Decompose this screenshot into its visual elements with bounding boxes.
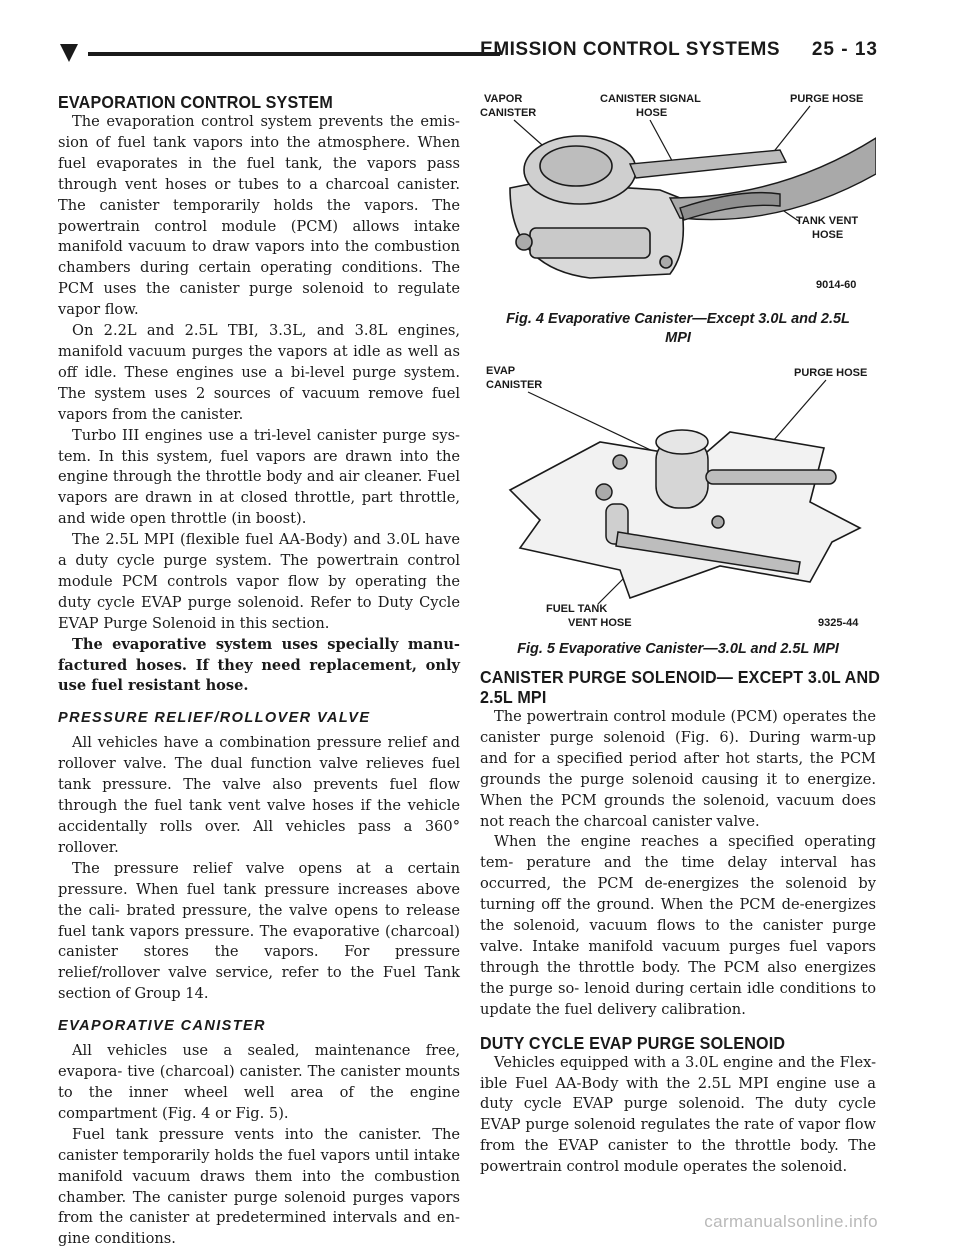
canister-purge-heading-2: 2.5L MPI bbox=[480, 687, 547, 707]
fig4-caption-line-2: MPI bbox=[665, 330, 691, 346]
evap-paragraph-3: Turbo III engines use a tri-level canister purge sys- tem. In this system, fuel vapors are drawn into the engine through the throttle body and air cleaner. Fuel vapors are drawn in at closed throttle, part throttle, and wide open throttle (in boost). bbox=[58, 426, 460, 528]
fig5-label-vent-hose: VENT HOSE bbox=[568, 617, 632, 629]
evap-control-heading: EVAPORATION CONTROL SYSTEM bbox=[58, 92, 333, 112]
section-marker-icon bbox=[60, 44, 78, 62]
header-title: EMISSION CONTROL SYSTEMS bbox=[480, 39, 780, 60]
fig4-label-signal-hose: HOSE bbox=[636, 107, 668, 119]
canister-paragraph-2: Fuel tank pressure vents into the canister. The canister temporarily holds the fuel vapors until intake manifold vacuum draws them into the combustion chamber. The canister purge solenoid purges vapors from the canister at predetermined intervals and en- gine conditions. bbox=[58, 1125, 460, 1248]
fig5-label-canister: CANISTER bbox=[486, 379, 543, 391]
fig4-caption-line-1: Fig. 4 Evaporative Canister—Except 3.0L and 2.5L bbox=[506, 311, 850, 327]
evaporative-canister-heading: EVAPORATIVE CANISTER bbox=[58, 1018, 266, 1035]
evap-hose-warning: The evaporative system uses specially manu- factured hoses. If they need replacement, only use fuel resistant hose. bbox=[58, 635, 460, 695]
fig4-code: 9014-60 bbox=[816, 279, 857, 291]
figure-5 bbox=[480, 352, 876, 659]
evap-paragraph-1: The evaporation control system prevents the emis- sion of fuel tank vapors into the atmosphere. When fuel evaporates in the fuel tank, the vapors pass through vent hoses or tubes to a charcoal canister. The canister temporarily holds the vapors. The powertrain control module (PCM) allows intake manifold vacuum to draw vapors into the combustion chambers during certain operating conditions. The PCM uses the canister purge solenoid to regulate vapor flow. bbox=[58, 113, 460, 319]
pressure-relief-heading: PRESSURE RELIEF/ROLLOVER VALVE bbox=[58, 710, 371, 727]
canister-purge-heading-1: CANISTER PURGE SOLENOID— EXCEPT 3.0L AND bbox=[480, 667, 881, 687]
duty-paragraph-1: Vehicles equipped with a 3.0L engine and the Flex- ible Fuel AA-Body with the 2.5L MPI engine use a duty cycle EVAP purge solenoid. The duty cycle EVAP purge solenoid regulates the rate of vapor flow from the EVAP canister to the throttle body. The powertrain control module operates the solenoid. bbox=[480, 1053, 876, 1176]
page-number: 25 - 13 bbox=[811, 39, 878, 60]
fig5-code: 9325-44 bbox=[818, 617, 859, 629]
fig4-label-tank-vent-hose: HOSE bbox=[812, 229, 844, 241]
fig5-label-fuel-tank: FUEL TANK bbox=[546, 603, 608, 615]
fig4-label-canister: CANISTER bbox=[480, 107, 537, 119]
canister-paragraph-1: All vehicles use a sealed, maintenance free, evapora- tive (charcoal) canister. The canister mounts to the inner wheel well area of the engine compartment (Fig. 4 or Fig. 5). bbox=[58, 1042, 460, 1122]
prv-paragraph-2: The pressure relief valve opens at a certain pressure. When fuel tank pressure increases above the cali- brated pressure, the valve opens to release fuel tank vapors pressure. The evaporative (charcoal) canister stores the vapors. For pressure relief/rollover valve service, refer to the Fuel Tank section of Group 14. bbox=[58, 859, 460, 1003]
cps-paragraph-1: The powertrain control module (PCM) operates the canister purge solenoid (Fig. 6). During warm-up and for a specified period after hot starts, the PCM grounds the purge solenoid causing it to energize. When the PCM grounds the solenoid, vacuum does not reach the charcoal canister valve. bbox=[480, 708, 876, 830]
header-rule bbox=[88, 52, 500, 56]
figure-4 bbox=[480, 78, 876, 348]
figure-4-caption bbox=[480, 310, 876, 348]
evap-paragraph-2: On 2.2L and 2.5L TBI, 3.3L, and 3.8L engines, manifold vacuum purges the vapors at idle as well as off idle. These engines use a bi-level purge system. The system uses 2 sources of vacuum remove fuel vapors from the canister. bbox=[58, 322, 460, 423]
right-column bbox=[480, 78, 881, 1178]
prv-paragraph-1: All vehicles have a combination pressure relief and rollover valve. The dual function valve relieves fuel tank pressure. The valve also prevents fuel flow through the fuel tank vent valve hoses if the vehicle accidentally rolls over. All vehicles pass a 360° rollover. bbox=[58, 734, 460, 856]
left-column bbox=[58, 92, 460, 1250]
figure-5-illustration bbox=[480, 352, 876, 636]
figure-5-caption: Fig. 5 Evaporative Canister—3.0L and 2.5L MPI bbox=[517, 641, 839, 657]
watermark: carmanualsonline.info bbox=[704, 1212, 878, 1231]
figure-4-illustration bbox=[480, 78, 876, 306]
fig5-label-purge: PURGE HOSE bbox=[794, 367, 868, 379]
page-header bbox=[60, 40, 878, 74]
fig4-label-signal: CANISTER SIGNAL bbox=[600, 93, 701, 105]
duty-cycle-heading: DUTY CYCLE EVAP PURGE SOLENOID bbox=[480, 1032, 786, 1053]
evap-paragraph-4: The 2.5L MPI (flexible fuel AA-Body) and 3.0L have a duty cycle purge system. The powertrain control module PCM controls vapor flow by operating the duty cycle EVAP purge solenoid. Refer to Duty Cycle EVAP Purge Solenoid in this section. bbox=[58, 531, 460, 632]
fig4-label-tank-vent: TANK VENT bbox=[796, 215, 859, 227]
fig5-label-evap: EVAP bbox=[486, 365, 516, 377]
fig4-label-purge: PURGE HOSE bbox=[790, 93, 864, 105]
fig4-label-vapor: VAPOR bbox=[484, 93, 523, 105]
cps-paragraph-2: When the engine reaches a specified operating tem- perature and the time delay interval has occurred, the PCM de-energizes the solenoid by turning off the ground. When the PCM de-energizes the solenoid, vacuum flows to the canister purge valve. Intake manifold vacuum purges fuel vapors through the throttle body. The PCM also energizes the purge so- lenoid during certain idle conditions to update the fuel delivery calibration. bbox=[480, 833, 876, 1018]
